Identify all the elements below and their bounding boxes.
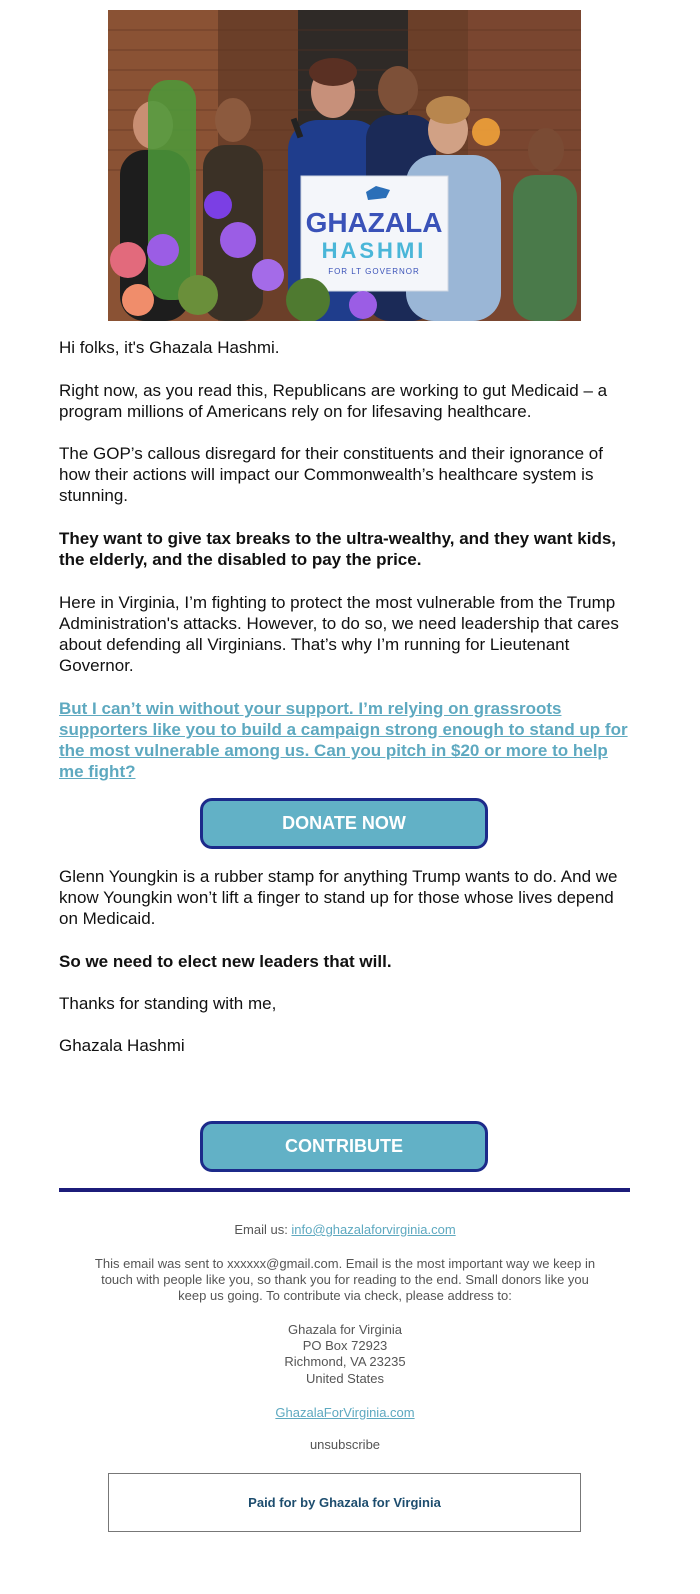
footer-address-line: Richmond, VA 23235 — [284, 1354, 406, 1369]
contribute-button[interactable]: CONTRIBUTE — [200, 1121, 488, 1172]
podium-sign-name: GHAZALA — [305, 207, 443, 238]
footer-website — [59, 1405, 631, 1421]
footer-email-link[interactable]: info@ghazalaforvirginia.com — [291, 1222, 456, 1237]
paragraph-virginia: Here in Virginia, I’m fighting to protect the most vulnerable from the Trump Administration's attacks. However, to do so, we need leadership that cares about defending all Virginians. That’s why I’m running for Lieutenant Governor. — [59, 593, 619, 675]
greeting: Hi folks, it's Ghazala Hashmi. — [59, 338, 280, 357]
footer-email-label: Email us: — [234, 1222, 292, 1237]
footer-address-line: Ghazala for Virginia — [288, 1322, 402, 1337]
footer-address-line: United States — [305, 1371, 385, 1386]
donate-now-button[interactable]: DONATE NOW — [200, 798, 488, 849]
footer-notice-3: keep us going. To contribute via check, please address to: — [178, 1288, 512, 1303]
campaign-photo — [108, 10, 581, 321]
campaign-photo-illustration — [108, 10, 581, 321]
footer-email — [59, 1222, 631, 1238]
signoff: Thanks for standing with me, — [59, 994, 277, 1013]
paid-for-disclaimer: Paid for by Ghazala for Virginia — [108, 1473, 581, 1532]
footer-notice-2: touch with people like you, so thank you for reading to the end. Small donors like you — [101, 1272, 589, 1287]
footer-notice-1: This email was sent to xxxxxx@gmail.com. Email is the most important way we keep in — [94, 1256, 596, 1271]
footer-divider — [59, 1188, 630, 1192]
podium-sign-subtitle: FOR LT GOVERNOR — [328, 267, 420, 276]
signature: Ghazala Hashmi — [59, 1036, 185, 1055]
paragraph-new-leaders: So we need to elect new leaders that will. — [59, 952, 392, 971]
paragraph-youngkin: Glenn Youngkin is a rubber stamp for anything Trump wants to do. And we know Youngkin won’t lift a finger to stand up for those whose lives depend on Medicaid. — [59, 867, 618, 928]
footer-address-line: PO Box 72923 — [302, 1338, 388, 1353]
footer-website-link[interactable]: GhazalaForVirginia.com — [275, 1405, 415, 1420]
paragraph-gop: The GOP’s callous disregard for their constituents and their ignorance of how their actions will impact our Commonwealth’s healthcare system is stunning. — [59, 444, 603, 505]
paragraph-medicaid: Right now, as you read this, Republicans are working to gut Medicaid – a program millions of Americans rely on for lifesaving healthcare. — [59, 381, 608, 421]
paragraph-support — [59, 698, 631, 782]
paragraph-tax-breaks: They want to give tax breaks to the ultra-wealthy, and they want kids, the elderly, and the disabled to pay the price. — [59, 529, 617, 569]
donate-pitch-link[interactable]: But I can’t win without your support. I’m relying on grassroots supporters like you to build a campaign strong enough to stand up for the most vulnerable among us. Can you pitch in $20 or more to help me fight? — [59, 699, 628, 781]
podium-sign-surname: HASHMI — [321, 238, 427, 263]
unsubscribe-link[interactable]: unsubscribe — [309, 1437, 381, 1452]
